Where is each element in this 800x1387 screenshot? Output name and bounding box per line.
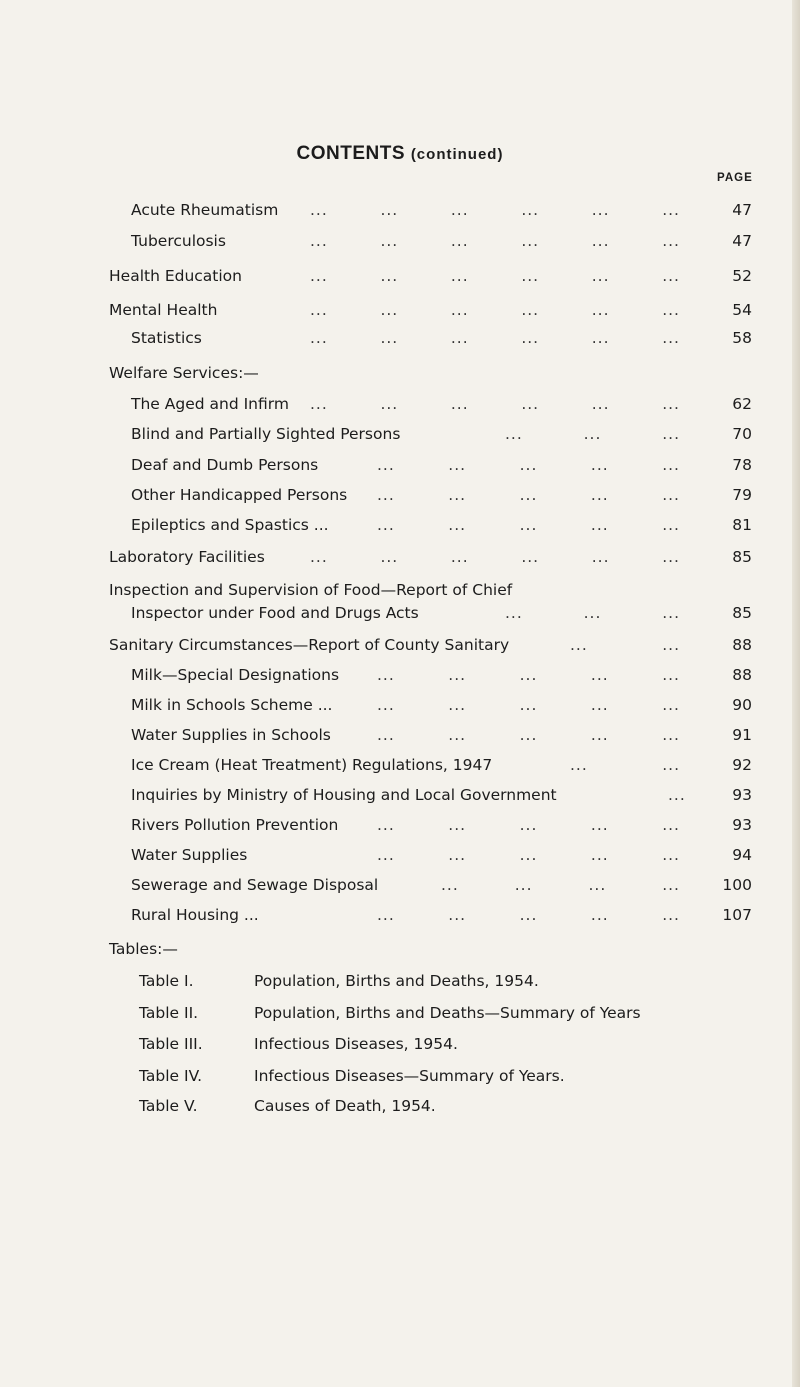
dot-leader: ... ... ...	[505, 604, 680, 622]
dot-leader: ... ... ... ...	[441, 876, 680, 894]
dot-leader: ... ... ... ... ... ...	[310, 548, 680, 566]
page-title	[0, 143, 800, 165]
entry-label: Statistics	[131, 329, 202, 347]
toc-entry	[0, 422, 800, 446]
entry-label: Laboratory Facilities	[109, 548, 265, 566]
dot-leader: ... ... ... ... ...	[377, 846, 680, 864]
table-entry	[0, 1094, 800, 1118]
dot-leader: ... ... ... ... ...	[377, 816, 680, 834]
dot-leader: ... ... ... ... ...	[377, 666, 680, 684]
table-id: Table III.	[139, 1035, 203, 1053]
toc-entry	[0, 663, 800, 687]
entry-page: 62	[732, 395, 752, 413]
entry-label: Mental Health	[109, 301, 218, 319]
dot-leader: ... ...	[570, 756, 680, 774]
toc-entry	[0, 633, 800, 657]
entry-page: 93	[732, 816, 752, 834]
toc-entry	[0, 264, 800, 288]
entry-label: Health Education	[109, 267, 242, 285]
entry-page: 54	[732, 301, 752, 319]
entry-page: 90	[732, 696, 752, 714]
dot-leader: ... ... ... ... ...	[377, 516, 680, 534]
entry-page: 58	[732, 329, 752, 347]
dot-leader: ... ... ... ... ... ...	[310, 267, 680, 285]
toc-entry	[0, 483, 800, 507]
entry-label: Rural Housing ...	[131, 906, 259, 924]
toc-entry	[0, 753, 800, 777]
table-id: Table I.	[139, 972, 194, 990]
entry-label: Milk in Schools Scheme ...	[131, 696, 333, 714]
entry-label: Rivers Pollution Prevention	[131, 816, 339, 834]
dot-leader: ... ... ... ... ... ...	[310, 201, 680, 219]
toc-entry	[0, 783, 800, 807]
entry-page: 85	[732, 548, 752, 566]
table-description: Infectious Diseases, 1954.	[254, 1035, 458, 1053]
entry-label: Milk—Special Designations	[131, 666, 340, 684]
table-entry	[0, 1001, 800, 1025]
entry-page: 79	[732, 486, 752, 504]
toc-entry	[0, 601, 800, 625]
table-entry	[0, 1064, 800, 1088]
entry-page: 47	[732, 201, 752, 219]
toc-entry	[0, 813, 800, 837]
entry-page: 47	[732, 232, 752, 250]
entry-page: 85	[732, 604, 752, 622]
entry-label: Water Supplies	[131, 846, 248, 864]
entry-label: Acute Rheumatism	[131, 201, 279, 219]
toc-entry	[0, 229, 800, 253]
entry-page: 70	[732, 425, 752, 443]
toc-entry	[0, 843, 800, 867]
dot-leader: ... ... ... ... ...	[377, 696, 680, 714]
toc-entry	[0, 903, 800, 927]
entry-label: Epileptics and Spastics ...	[131, 516, 329, 534]
toc-entry	[0, 298, 800, 322]
entry-label: Water Supplies in Schools	[131, 726, 331, 744]
entry-page: 92	[732, 756, 752, 774]
entry-page: 88	[732, 636, 752, 654]
dot-leader: ... ...	[570, 636, 680, 654]
entry-label: Blind and Partially Sighted Persons	[131, 425, 401, 443]
toc-entry	[0, 873, 800, 897]
table-description: Causes of Death, 1954.	[254, 1097, 436, 1115]
entry-label: Inquiries by Ministry of Housing and Local Government	[131, 786, 557, 804]
table-entry	[0, 1032, 800, 1056]
dot-leader: ... ... ... ... ... ...	[310, 395, 680, 413]
entry-page: 88	[732, 666, 752, 684]
toc-entry	[0, 453, 800, 477]
dot-leader: ... ... ... ... ... ...	[310, 232, 680, 250]
entry-label-line1: Inspection and Supervision of Food—Report of Chief	[109, 581, 513, 599]
table-description: Infectious Diseases—Summary of Years.	[254, 1067, 565, 1085]
entry-page: 93	[732, 786, 752, 804]
toc-entry	[0, 545, 800, 569]
tables-heading: Tables:—	[109, 940, 178, 958]
toc-entry	[0, 198, 800, 222]
title-text: CONTENTS	[296, 143, 406, 164]
entry-page: 81	[732, 516, 752, 534]
dot-leader: ... ... ...	[505, 425, 680, 443]
toc-entry	[0, 326, 800, 350]
dot-leader: ... ... ... ... ...	[377, 906, 680, 924]
entry-page: 107	[722, 906, 752, 924]
page-column-label: PAGE	[717, 172, 753, 184]
entry-label: Sanitary Circumstances—Report of County Sanitary	[109, 636, 510, 654]
toc-entry	[0, 723, 800, 747]
toc-entry	[0, 693, 800, 717]
entry-page: 91	[732, 726, 752, 744]
section-heading-welfare: Welfare Services:—	[109, 364, 259, 382]
title-suffix: (continued)	[410, 146, 504, 163]
table-entry	[0, 969, 800, 993]
table-id: Table II.	[139, 1004, 199, 1022]
entry-label: Other Handicapped Persons	[131, 486, 348, 504]
entry-label: Ice Cream (Heat Treatment) Regulations, 1947	[131, 756, 493, 774]
table-id: Table IV.	[139, 1067, 203, 1085]
table-description: Population, Births and Deaths—Summary of Years	[254, 1004, 641, 1022]
dot-leader: ... ... ... ... ...	[377, 726, 680, 744]
entry-label: Inspector under Food and Drugs Acts	[131, 604, 419, 622]
table-id: Table V.	[139, 1097, 198, 1115]
dot-leader: ... ... ... ... ... ...	[310, 329, 680, 347]
table-description: Population, Births and Deaths, 1954.	[254, 972, 539, 990]
entry-label: Tuberculosis	[131, 232, 226, 250]
dot-leader: ... ... ... ... ...	[377, 486, 680, 504]
entry-label: The Aged and Infirm	[131, 395, 289, 413]
entry-page: 52	[732, 267, 752, 285]
toc-entry	[0, 513, 800, 537]
entry-page: 94	[732, 846, 752, 864]
toc-entry	[0, 392, 800, 416]
entry-page: 78	[732, 456, 752, 474]
dot-leader: ...	[668, 786, 686, 804]
entry-label: Deaf and Dumb Persons	[131, 456, 319, 474]
dot-leader: ... ... ... ... ...	[377, 456, 680, 474]
dot-leader: ... ... ... ... ... ...	[310, 301, 680, 319]
entry-page: 100	[722, 876, 752, 894]
entry-label: Sewerage and Sewage Disposal	[131, 876, 379, 894]
